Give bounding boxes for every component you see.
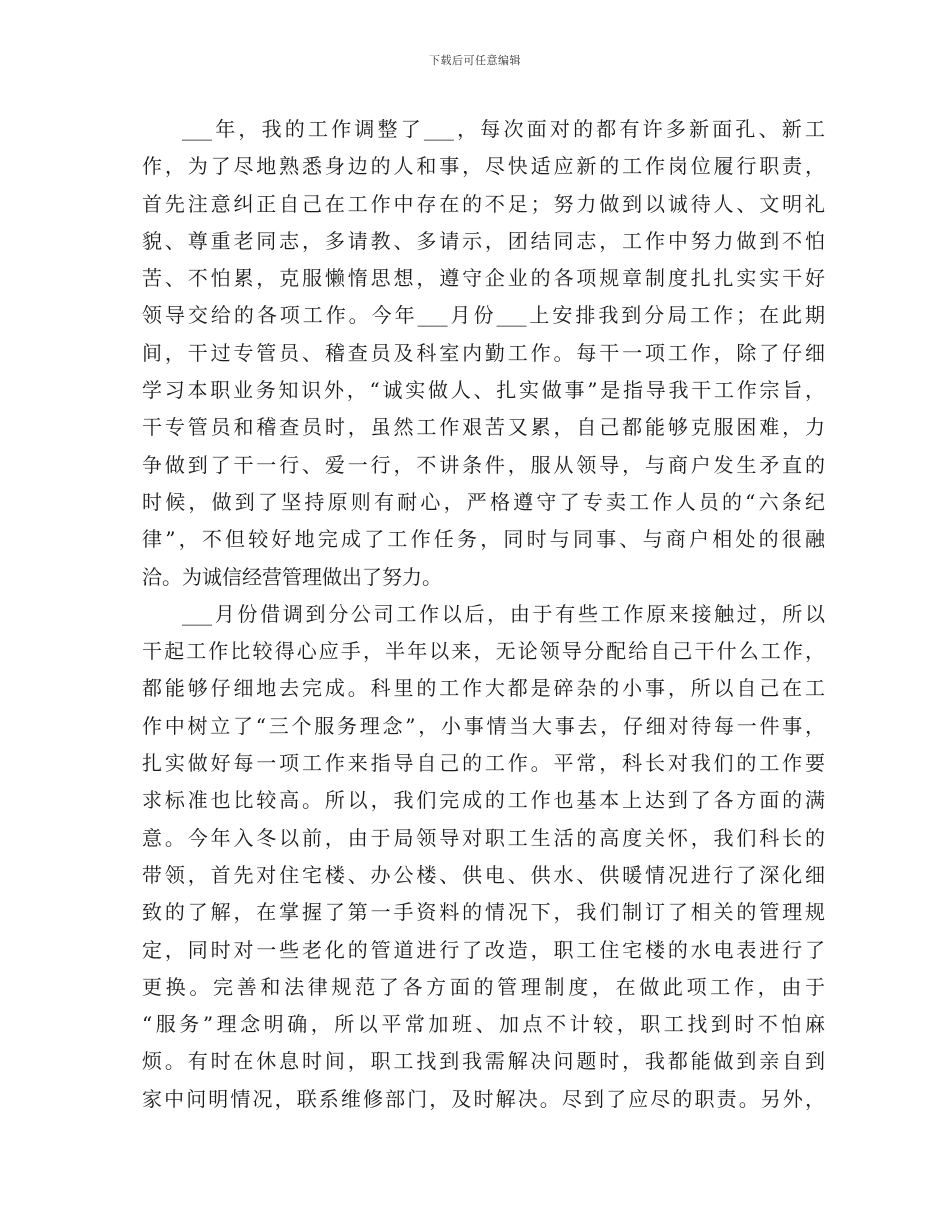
text-line: 定，同时对一些老化的管道进行了改造，职工住宅楼的水电表进行了: [142, 937, 825, 962]
text-line: ___年，我的工作调整了___，每次面对的都有许多新面孔、新工: [182, 117, 825, 141]
paragraph-2: [142, 596, 825, 1118]
text-line: 都能够仔细地去完成。科里的工作大都是碎杂的小事，所以自己在工: [142, 676, 825, 701]
text-line: 作中树立了“三个服务理念”，小事情当大事去，仔细对待每一件事，: [142, 713, 825, 738]
document-body: [142, 111, 825, 1118]
text-line: “服务”理念明确，所以平常加班、加点不计较，职工找到时不怕麻: [142, 1012, 825, 1037]
text-line: 领导交给的各项工作。今年___月份___上安排我到分局工作；在此期: [142, 303, 825, 328]
text-line: 家中问明情况，联系维修部门，及时解决。尽到了应尽的职责。另外，: [142, 1086, 825, 1111]
text-line: ___月份借调到分公司工作以后，由于有些工作原来接触过，所以: [182, 601, 825, 626]
text-line: 更换。完善和法律规范了各方面的管理制度，在做此项工作，由于: [142, 974, 825, 999]
text-line: 律”，不但较好地完成了工作任务，同时与同事、与商户相处的很融: [142, 527, 825, 552]
text-line: 间，干过专管员、稽查员及科室内勤工作。每干一项工作，除了仔细: [142, 340, 825, 365]
text-line: 意。今年入冬以前，由于局领导对职工生活的高度关怀，我们科长的: [142, 825, 825, 850]
text-line: 带领，首先对住宅楼、办公楼、供电、供水、供暖情况进行了深化细: [142, 862, 825, 887]
text-line: 作，为了尽地熟悉身边的人和事，尽快适应新的工作岗位履行职责，: [142, 154, 825, 179]
text-line: 争做到了干一行、爱一行，不讲条件，服从领导，与商户发生矛直的: [142, 452, 825, 477]
text-line: 貌、尊重老同志，多请教、多请示，团结同志，工作中努力做到不怕: [142, 228, 825, 253]
text-line: 致的了解，在掌握了第一手资料的情况下，我们制订了相关的管理规: [142, 900, 825, 925]
text-line: 扎实做好每一项工作来指导自己的工作。平常，科长对我们的工作要: [142, 751, 825, 776]
text-line: 求标准也比较高。所以，我们完成的工作也基本上达到了各方面的满: [142, 788, 825, 813]
text-line: 干起工作比较得心应手，半年以来，无论领导分配给自己干什么工作，: [142, 639, 825, 664]
text-line: 烦。有时在休息时间，职工找到我需解决问题时，我都能做到亲自到: [142, 1049, 825, 1074]
text-line: 首先注意纠正自己在工作中存在的不足；努力做到以诚待人、文明礼: [142, 191, 825, 216]
text-line: 洽。为诚信经营管理做出了努力。: [142, 564, 442, 589]
text-line: 苦、不怕累，克服懒惰思想，遵守企业的各项规章制度扎扎实实干好: [142, 266, 825, 291]
text-line: 时候，做到了坚持原则有耐心，严格遵守了专卖工作人员的“六条纪: [142, 489, 825, 514]
text-line: 干专管员和稽查员时，虽然工作艰苦又累，自己都能够克服困难，力: [142, 415, 825, 440]
text-line: 学习本职业务知识外，“诚实做人、扎实做事”是指导我干工作宗旨，: [142, 378, 825, 403]
paragraph-1: [142, 111, 825, 596]
page-header: 下载后可任意编辑: [429, 54, 521, 67]
